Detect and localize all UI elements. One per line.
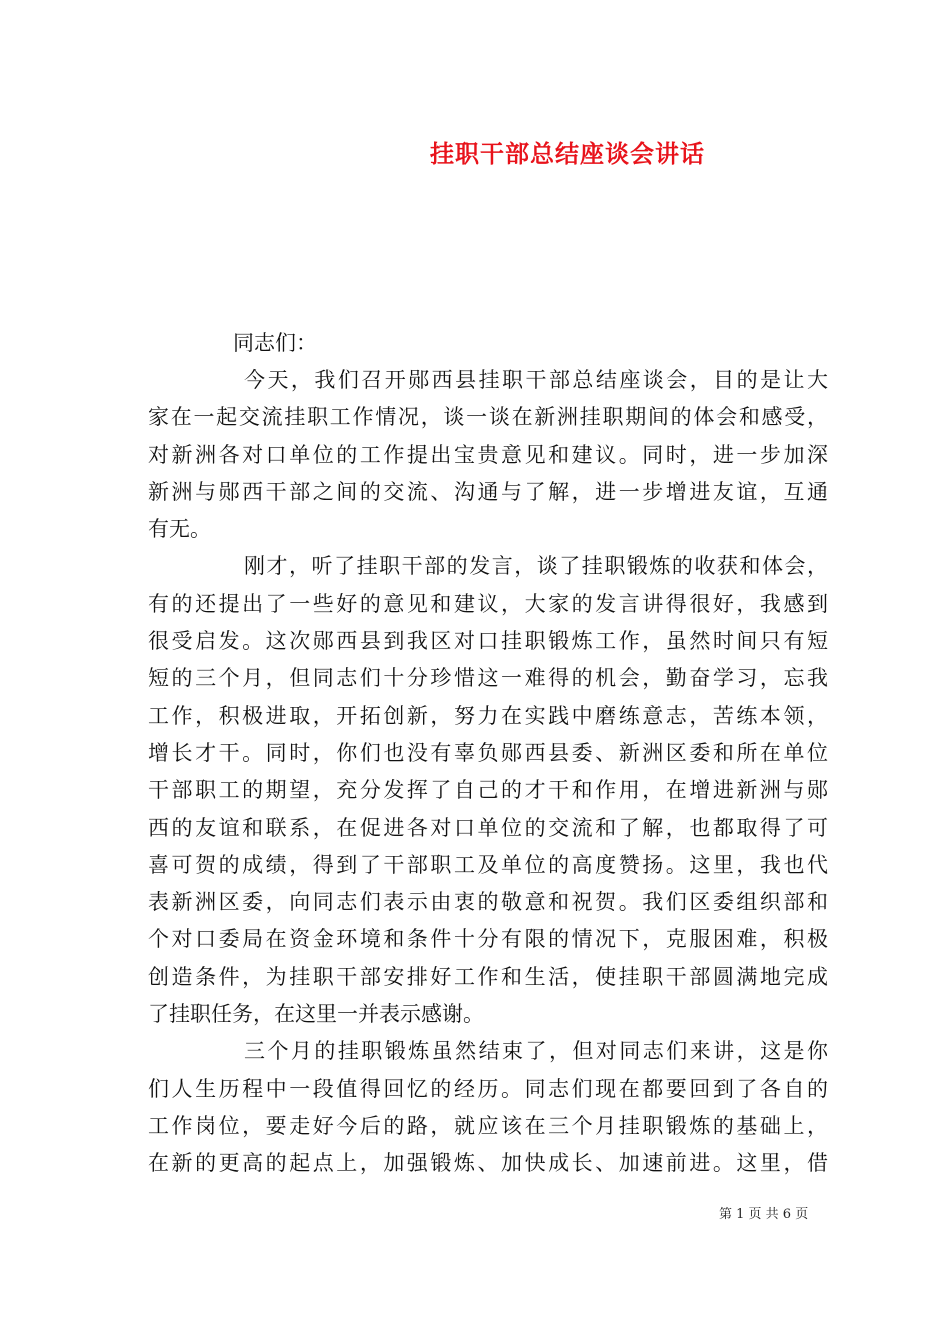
paragraph-line: 了挂职任务，在这里一并表示感谢。 (148, 1002, 484, 1027)
paragraph-line: 有无。 (148, 517, 211, 542)
salutation: 同志们： (233, 331, 317, 355)
paragraph-line: 增长才干。同时，你们也没有辜负郧西县委、新洲区委和所在单位 (148, 740, 828, 765)
paragraph-line: 家在一起交流挂职工作情况，谈一谈在新洲挂职期间的体会和感受， (148, 405, 828, 430)
paragraph-line: 干部职工的期望，充分发挥了自己的才干和作用，在增进新洲与郧 (148, 778, 828, 803)
paragraph-line: 个对口委局在资金环境和条件十分有限的情况下，克服困难，积极 (148, 927, 828, 952)
paragraph-line: 喜可贺的成绩，得到了干部职工及单位的高度赞扬。这里，我也代 (148, 852, 828, 877)
paragraph-line: 在新的更高的起点上，加强锻炼、加快成长、加速前进。这里，借 (148, 1151, 828, 1176)
paragraph-line: 短的三个月，但同志们十分珍惜这一难得的机会，勤奋学习，忘我 (148, 666, 828, 691)
paragraph-line: 工作岗位，要走好今后的路，就应该在三个月挂职锻炼的基础上， (148, 1113, 828, 1138)
paragraph-line: 三个月的挂职锻炼虽然结束了，但对同志们来讲，这是你 (244, 1039, 828, 1064)
paragraph-line: 有的还提出了一些好的意见和建议，大家的发言讲得很好，我感到 (148, 591, 828, 616)
paragraph-line: 西的友谊和联系，在促进各对口单位的交流和了解，也都取得了可 (148, 815, 828, 840)
paragraph-line: 刚才，听了挂职干部的发言，谈了挂职锻炼的收获和体会， (244, 554, 828, 579)
paragraph-line: 今天，我们召开郧西县挂职干部总结座谈会，目的是让大 (244, 368, 828, 392)
paragraph-line: 很受启发。这次郧西县到我区对口挂职锻炼工作，虽然时间只有短 (148, 629, 828, 654)
paragraph-line: 表新洲区委，向同志们表示由衷的敬意和祝贺。我们区委组织部和 (148, 890, 828, 915)
body-text (148, 362, 828, 1183)
paragraph-line: 们人生历程中一段值得回忆的经历。同志们现在都要回到了各自的 (148, 1076, 828, 1101)
document-title: 挂职干部总结座谈会讲话 (430, 139, 705, 168)
paragraph-line: 工作，积极进取，开拓创新，努力在实践中磨练意志，苦练本领， (148, 703, 828, 728)
paragraph-line: 对新洲各对口单位的工作提出宝贵意见和建议。同时，进一步加深 (148, 442, 828, 467)
paragraph-line: 新洲与郧西干部之间的交流、沟通与了解，进一步增进友谊，互通 (148, 479, 828, 504)
title-area (0, 134, 950, 168)
paragraph-line: 创造条件，为挂职干部安排好工作和生活，使挂职干部圆满地完成 (148, 964, 828, 989)
page-number: 第 1 页 共 6 页 (719, 1207, 809, 1222)
